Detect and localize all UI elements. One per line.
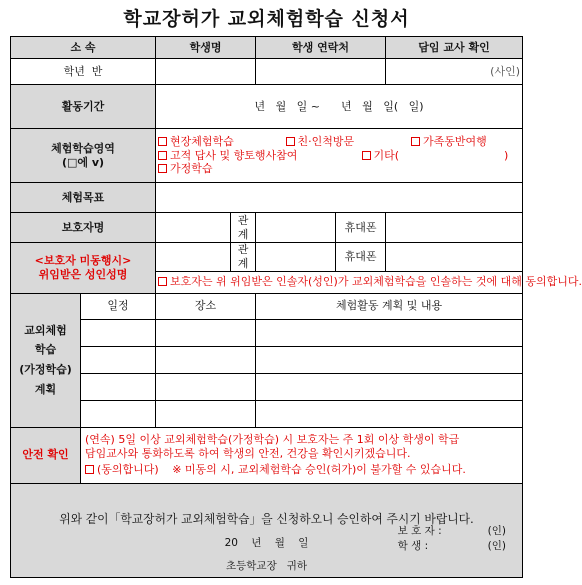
experience-area-options (156, 129, 523, 183)
activity-period-field[interactable] (156, 85, 523, 129)
proxy-label-line2: 위임받은 성인성명 (38, 267, 128, 281)
area-option-other[interactable]: 기타( ) (362, 149, 509, 163)
plan-date-cell[interactable] (81, 400, 156, 427)
plan-date-cell[interactable] (81, 319, 156, 346)
student-name-field[interactable] (156, 59, 256, 85)
safety-text (81, 427, 523, 483)
proxy-name-field[interactable] (156, 243, 231, 272)
plan-place-cell[interactable] (156, 319, 256, 346)
addressee: 초등학교장 귀하 (226, 559, 308, 572)
safety-agree[interactable] (85, 463, 159, 476)
safety-text-line1: (연속) 5일 이상 교외체험학습(가정학습) 시 보호자는 주 1회 이상 학생이 학급 (85, 432, 460, 446)
teacher-sign-field[interactable] (386, 59, 523, 85)
guardian-relation-label: 관계 (231, 213, 256, 243)
checkbox[interactable] (158, 277, 167, 286)
affiliation-header: 소 속 (11, 37, 156, 59)
plan-content-cell[interactable] (256, 346, 523, 373)
proxy-consent[interactable] (156, 271, 582, 293)
area-option-family-trip[interactable]: 가족동반여행 (411, 135, 487, 149)
grade-class-field[interactable] (11, 59, 156, 85)
proxy-consent-text: 보호자는 위 위임받은 인솔자(성인)가 교외체험학습을 인솔하는 것에 대해 동의합니다. (170, 275, 582, 289)
checkbox[interactable] (362, 151, 371, 160)
guardian-phone-label: 휴대폰 (336, 213, 386, 243)
guardian-name-field[interactable] (156, 213, 231, 243)
area-option-heritage-visit[interactable]: 고적 답사 및 향토행사참여 (158, 149, 358, 163)
plan-date-header: 일정 (81, 293, 156, 319)
plan-row (11, 319, 523, 346)
application-statement: 위와 같이「학교장허가 교외체험학습」을 신청하오니 승인하여 주시기 바랍니다. (59, 512, 474, 527)
signature-section (11, 483, 523, 577)
page-title: 학교장허가 교외체험학습 신청서 (123, 8, 410, 30)
goal-field[interactable] (156, 183, 523, 213)
guardian-label: 보호자명 (11, 213, 156, 243)
guardian-seal[interactable]: (인) (487, 524, 507, 537)
application-date: 20 년 월 일 (224, 536, 309, 549)
proxy-label-line1: <보호자 미동행시> (34, 254, 132, 267)
plan-place-cell[interactable] (156, 400, 256, 427)
proxy-adult-label (11, 243, 156, 294)
sign-label: (사인) (490, 64, 521, 78)
plan-label-line1: 교외체험 (24, 323, 67, 337)
plan-place-cell[interactable] (156, 346, 256, 373)
plan-content-cell[interactable] (256, 319, 523, 346)
proxy-phone-field[interactable] (386, 243, 523, 272)
proxy-relation-label: 관계 (231, 243, 256, 272)
checkbox[interactable] (85, 465, 94, 474)
guardian-phone-field[interactable] (386, 213, 523, 243)
area-option-home-study[interactable]: 가정학습 (158, 162, 213, 176)
teacher-confirm-header: 담임 교사 확인 (386, 37, 523, 59)
plan-label-line4: 계획 (34, 382, 57, 396)
grade-class-label: 학년 반 (63, 64, 103, 78)
checkbox[interactable] (158, 151, 167, 160)
safety-text-line2: 담임교사와 통화하도록 하여 학생의 안전, 건강을 확인시키겠습니다. (85, 446, 411, 460)
student-contact-field[interactable] (256, 59, 386, 85)
plan-row (11, 400, 523, 427)
proxy-phone-label: 휴대폰 (336, 243, 386, 272)
application-form-table (10, 36, 582, 578)
area-option-field-trip[interactable]: 현장체험학습 (158, 135, 282, 149)
student-seal[interactable]: (인) (487, 539, 507, 552)
student-contact-header: 학생 연락처 (256, 37, 386, 59)
guardian-sign-label: 보 호 자 : (397, 524, 442, 537)
guardian-relation-field[interactable] (256, 213, 336, 243)
proxy-relation-field[interactable] (256, 243, 336, 272)
plan-content-cell[interactable] (256, 400, 523, 427)
plan-label-line2: 학습 (34, 343, 57, 357)
checkbox[interactable] (158, 137, 167, 146)
experience-area-label (11, 129, 156, 183)
plan-label-line3: (가정학습) (19, 363, 72, 376)
checkbox[interactable] (286, 137, 295, 146)
activity-period-label: 활동기간 (11, 85, 156, 129)
experience-area-label-line2: (□에 v) (61, 155, 105, 169)
plan-place-header: 장소 (156, 293, 256, 319)
checkbox[interactable] (158, 164, 167, 173)
plan-label (11, 293, 81, 427)
safety-note: ※ 미동의 시, 교외체험학습 승인(허가)이 불가할 수 있습니다. (172, 463, 466, 477)
safety-agree-text: (동의합니다) (97, 463, 159, 477)
plan-row (11, 346, 523, 373)
area-option-relative-visit[interactable]: 친·인척방문 (286, 135, 408, 149)
activity-period-value: 년 월 일 ~ 년 월 일( 일) (254, 99, 424, 113)
plan-row (11, 373, 523, 400)
plan-place-cell[interactable] (156, 373, 256, 400)
goal-label: 체험목표 (11, 183, 156, 213)
experience-area-label-line1: 체험학습영역 (51, 141, 115, 155)
student-name-header: 학생명 (156, 37, 256, 59)
plan-date-cell[interactable] (81, 346, 156, 373)
checkbox[interactable] (411, 137, 420, 146)
plan-content-header: 체험활동 계획 및 내용 (256, 293, 523, 319)
plan-content-cell[interactable] (256, 373, 523, 400)
safety-label: 안전 확인 (11, 427, 81, 483)
plan-date-cell[interactable] (81, 373, 156, 400)
student-sign-label: 학 생 : (397, 539, 429, 552)
